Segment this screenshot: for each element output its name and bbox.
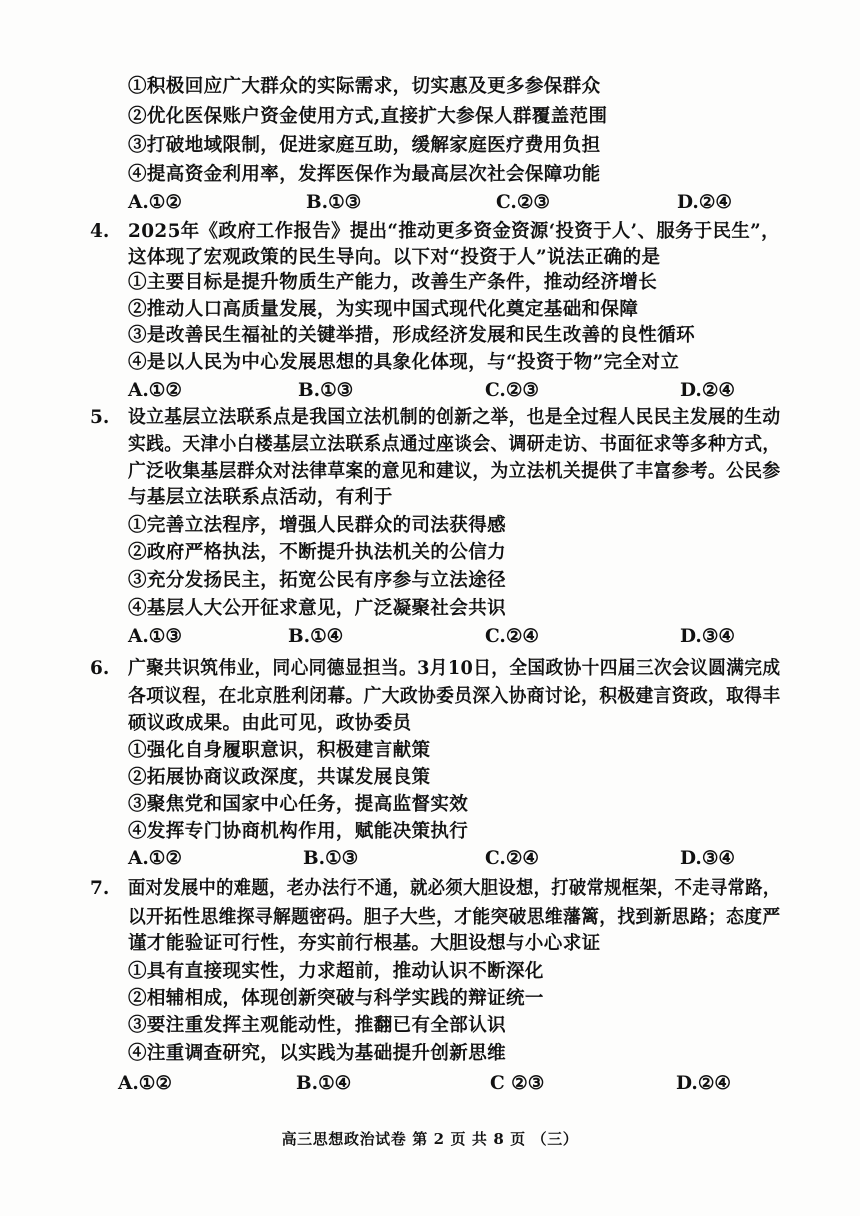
q4-option-b: B.①③: [298, 380, 354, 401]
q3-option-d: D.②④: [677, 192, 732, 213]
q5-option-c: C.②④: [485, 626, 540, 647]
q7-number: 7.: [90, 878, 110, 899]
q3-statement-4: ④提高资金利用率，发挥医保作为最高层次社会保障功能: [128, 164, 601, 185]
q5-number: 5.: [90, 407, 110, 428]
q3-option-a: A.①②: [128, 192, 182, 213]
q5-stem-line-1: 设立基层立法联系点是我国立法机制的创新之举，也是全过程人民民主发展的生动: [128, 407, 781, 428]
q4-statement-3: ③是改善民生福祉的关键举措，形成经济发展和民生改善的良性循环: [128, 325, 696, 346]
q7-stem-line-3: 谨才能验证可行性，夯实前行根基。大胆设想与小心求证: [128, 933, 601, 954]
q5-option-d: D.③④: [680, 626, 735, 647]
q4-option-d: D.②④: [680, 380, 735, 401]
q7-option-b: B.①④: [296, 1073, 352, 1094]
q7-option-a: A.①②: [118, 1073, 172, 1094]
q4-option-a: A.①②: [128, 380, 182, 401]
q5-option-a: A.①③: [128, 626, 182, 647]
q5-stem-line-2: 实践。天津小白楼基层立法联系点通过座谈会、调研走访、书面征求等多种方式，: [128, 434, 781, 455]
q5-stem-line-3: 广泛收集基层群众对法律草案的意见和建议，为立法机关提供了丰富参考。公民参: [128, 461, 781, 482]
q6-stem-line-3: 硕议政成果。由此可见，政协委员: [128, 713, 412, 734]
q4-option-c: C.②③: [485, 380, 540, 401]
q4-statement-4: ④是以人民为中心发展思想的具象化体现，与“投资于物”完全对立: [128, 352, 680, 373]
q3-statement-3: ③打破地域限制，促进家庭互助，缓解家庭医疗费用负担: [128, 135, 601, 156]
q5-statement-2: ②政府严格执法，不断提升执法机关的公信力: [128, 542, 507, 563]
q7-option-c: C ②③: [490, 1073, 545, 1094]
q7-option-d: D.②④: [676, 1073, 731, 1094]
q6-stem-line-1: 广聚共识筑伟业，同心同德显担当。3月10日，全国政协十四届三次会议圆满完成: [128, 658, 781, 679]
q6-statement-4: ④发挥专门协商机构作用，赋能决策执行: [128, 821, 469, 842]
q4-stem-line-1: 2025年《政府工作报告》提出“推动更多资金资源‘投资于人’、服务于民生”，: [128, 221, 780, 242]
q6-statement-1: ①强化自身履职意识，积极建言献策: [128, 740, 431, 761]
q4-statement-1: ①主要目标是提升物质生产能力，改善生产条件，推动经济增长: [128, 272, 658, 293]
q5-option-b: B.①④: [288, 626, 344, 647]
q5-statement-4: ④基层人大公开征求意见，广泛凝聚社会共识: [128, 598, 507, 619]
q6-statement-3: ③聚焦党和国家中心任务，提高监督实效: [128, 794, 469, 815]
q6-stem-line-2: 各项议程，在北京胜利闭幕。广大政协委员深入协商讨论，积极建言资政，取得丰: [128, 686, 781, 707]
q7-statement-2: ②相辅相成，体现创新突破与科学实践的辩证统一: [128, 988, 544, 1009]
q6-option-c: C.②④: [485, 848, 540, 869]
q6-option-a: A.①②: [128, 848, 182, 869]
q7-statement-4: ④注重调查研究，以实践为基础提升创新思维: [128, 1043, 507, 1064]
q3-option-b: B.①③: [306, 192, 362, 213]
q4-number: 4.: [90, 221, 110, 242]
q7-statement-1: ①具有直接现实性，力求超前，推动认识不断深化: [128, 961, 544, 982]
q5-statement-3: ③充分发扬民主，拓宽公民有序参与立法途径: [128, 570, 507, 591]
q5-stem-line-4: 与基层立法联系点活动，有利于: [128, 487, 393, 508]
q4-stem-line-2: 这体现了宏观政策的民生导向。以下对“投资于人”说法正确的是: [128, 247, 661, 268]
q6-number: 6.: [90, 658, 110, 679]
q7-stem-line-2: 以开拓性思维探寻解题密码。胆子大些，才能突破思维藩篱，找到新思路；态度严: [128, 907, 781, 928]
page-footer: 高三思想政治试卷 第 2 页 共 8 页 （三）: [281, 1130, 579, 1148]
q3-statement-2: ②优化医保账户资金使用方式,直接扩大参保人群覆盖范围: [128, 106, 608, 127]
q5-statement-1: ①完善立法程序，增强人民群众的司法获得感: [128, 515, 507, 536]
q4-statement-2: ②推动人口高质量发展，为实现中国式现代化奠定基础和保障: [128, 299, 639, 320]
q3-statement-1: ①积极回应广大群众的实际需求，切实惠及更多参保群众: [128, 76, 601, 97]
q6-option-d: D.③④: [680, 848, 735, 869]
q7-stem-line-1: 面对发展中的难题，老办法行不通，就必须大胆设想，打破常规框架，不走寻常路，: [128, 878, 781, 899]
q3-option-c: C.②③: [496, 192, 551, 213]
q6-statement-2: ②拓展协商议政深度，共谋发展良策: [128, 767, 431, 788]
q7-statement-3: ③要注重发挥主观能动性，推翻已有全部认识: [128, 1015, 507, 1036]
q6-option-b: B.①③: [303, 848, 359, 869]
